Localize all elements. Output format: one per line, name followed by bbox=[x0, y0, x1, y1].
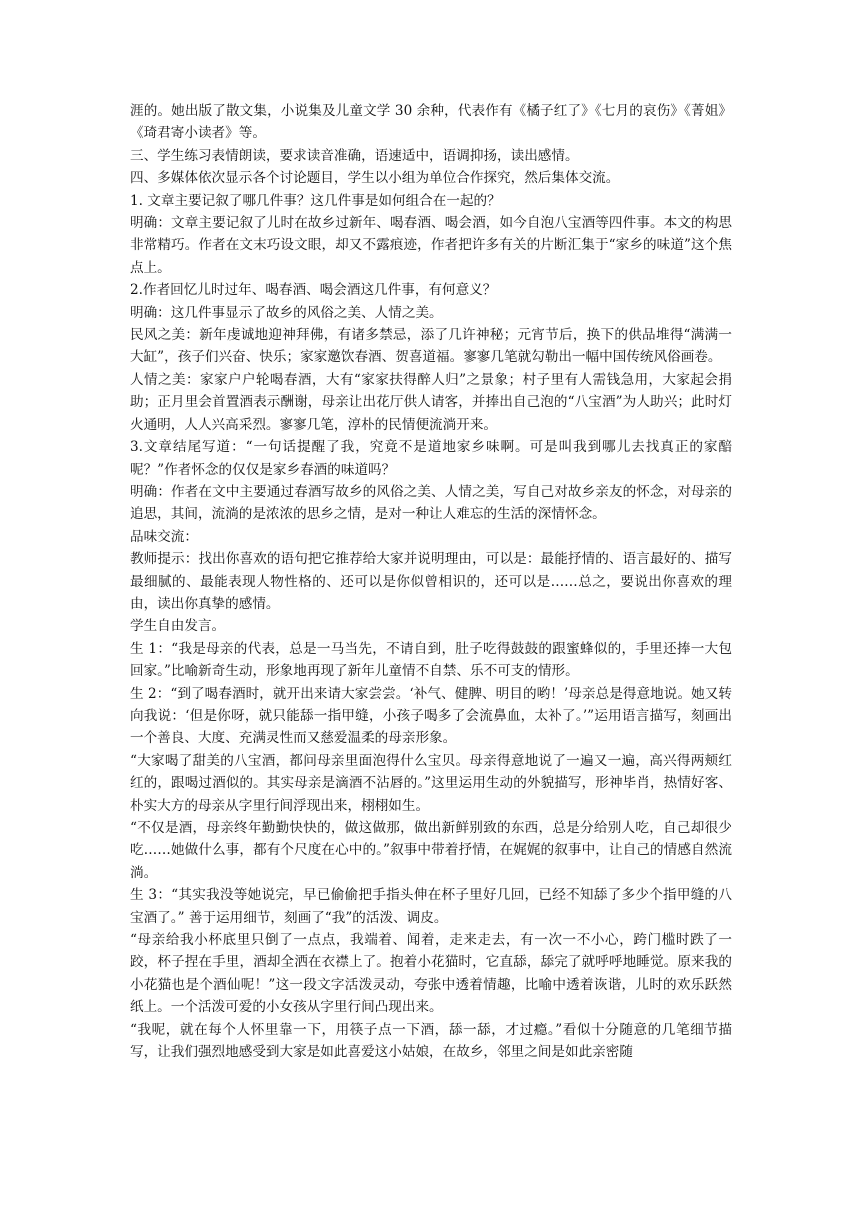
paragraph-step-four: 四、多媒体依次显示各个讨论题目，学生以小组为单位合作探究，然后集体交流。 bbox=[130, 170, 620, 187]
paragraph-author-works: 涯的。她出版了散文集，小说集及儿童文学 30 余种，代表作有《橘子红了》《七月的哀伤》《菁姐》《琦君寄小读者》等。 bbox=[130, 103, 732, 142]
paragraph-folk-beauty: 民风之美：新年虔诚地迎神拜佛，有诸多禁忌，添了几许神秘；元宵节后，换下的供品堆得“满满一大缸”，孩子们兴奋、快乐；家家邀饮春酒、贺喜道福。寥寥几笔就勾勒出一幅中国传统风俗画卷。 bbox=[130, 327, 732, 366]
paragraph-student-3: 生 3：“其实我没等她说完，早已偷偷把手指头伸在杯子里好几回，已经不知舔了多少个指甲缝的八宝酒了。” 善于运用细节，刻画了“我”的活泼、调皮。 bbox=[130, 887, 732, 926]
paragraph-appreciation-heading: 品味交流： bbox=[130, 528, 198, 545]
paragraph-answer-2: 明确：这几件事显示了故乡的风俗之美、人情之美。 bbox=[130, 304, 443, 321]
paragraph-answer-1: 明确：文章主要记叙了儿时在故乡过新年、喝春酒、喝会酒，如今自泡八宝酒等四件事。本文的构思非常精巧。作者在文末巧设文眼，却又不露痕迹，作者把许多有关的片断汇集于“家乡的味道”这个焦点上。 bbox=[130, 215, 732, 276]
paragraph-student-1: 生 1：“我是母亲的代表，总是一马当先，不请自到，肚子吃得鼓鼓的跟蜜蜂似的，手里还捧一大包回家。”比喻新奇生动，形象地再现了新年儿童情不自禁、乐不可支的情形。 bbox=[130, 640, 732, 680]
paragraph-question-2: 2.作者回忆儿时过年、喝春酒、喝会酒这几件事，有何意义？ bbox=[130, 282, 497, 299]
paragraph-question-1: 1. 文章主要记叙了哪几件事？这几件事是如何组合在一起的？ bbox=[130, 192, 501, 209]
paragraph-human-beauty: 人情之美：家家户户轮喝春酒，大有“家家扶得醉人归”之景象；村子里有人需钱急用，大家起会捐助；正月里会首置酒表示酬谢，母亲让出花厅供人请客，并捧出自己泡的“八宝酒”为人助兴；此时灯火通明，人人兴高采烈。寥寥几笔，淳朴的民情便流淌开来。 bbox=[130, 371, 732, 433]
paragraph-step-three: 三、学生练习表情朗读，要求读音准确，语速适中，语调抑扬，读出感情。 bbox=[130, 147, 579, 164]
document-page bbox=[130, 100, 732, 1063]
paragraph-question-3: 3.文章结尾写道：“一句话提醒了我，究竟不是道地家乡味啊。可是叫我到哪儿去找真正的家醅呢？”作者怀念的仅仅是家乡春酒的味道吗？ bbox=[130, 439, 732, 478]
paragraph-free-speech: 学生自由发言。 bbox=[130, 618, 226, 635]
paragraph-student-2: 生 2：“到了喝春酒时，就开出来请大家尝尝。‘补气、健脾、明目的哟！’母亲总是得意地说。她又转向我说：‘但是你呀，就只能舔一指甲缝，小孩子喝多了会流鼻血，太补了。’”运用语言描写，刻画出一个善良、大度、充满灵性而又慈爱温柔的母亲形象。 bbox=[130, 685, 732, 747]
paragraph-eight-treasure-wine: “大家喝了甜美的八宝酒，都问母亲里面泡得什么宝贝。母亲得意地说了一遍又一遍，高兴得两颊红红的，跟喝过酒似的。其实母亲是滴酒不沾唇的。”这里运用生动的外貌描写，形神毕肖，热情好客、朴实大方的母亲从字里行间浮现出来，栩栩如生。 bbox=[130, 752, 732, 814]
paragraph-mother-diligent: “不仅是酒，母亲终年勤勤快快的，做这做那，做出新鲜别致的东西，总是分给别人吃，自己却很少吃……她做什么事，都有个尺度在心中的。”叙事中带着抒情，在娓娓的叙事中，让自己的情感自然流淌。 bbox=[130, 820, 732, 881]
paragraph-chopsticks: “我呢，就在每个人怀里靠一下，用筷子点一下酒，舔一舔，才过瘾。”看似十分随意的几笔细节描写，让我们强烈地感受到大家是如此喜爱这小姑娘，在故乡，邻里之间是如此亲密随 bbox=[130, 1021, 732, 1061]
paragraph-teacher-tip: 教师提示：找出你喜欢的语句把它推荐给大家并说明理由，可以是：最能抒情的、语言最好的、描写最细腻的、最能表现人物性格的、还可以是你似曾相识的，还可以是……总之，要说出你喜欢的理由，读出你真挚的感情。 bbox=[130, 551, 732, 612]
paragraph-little-cup: “母亲给我小杯底里只倒了一点点，我端着、闻着，走来走去，有一次一不小心，跨门槛时跌了一跤，杯子捏在手里，酒却全洒在衣襟上了。抱着小花猫时，它直舔，舔完了就呼呼地睡觉。原来我的小花猫也是个酒仙呢！”这一段文字活泼灵动，夸张中透着情趣，比喻中透着诙谐，儿时的欢乐跃然纸上。一个活泼可爱的小女孩从字里行间凸现出来。 bbox=[130, 932, 732, 1016]
paragraph-answer-3: 明确：作者在文中主要通过春酒写故乡的风俗之美、人情之美，写自己对故乡亲友的怀念，对母亲的追思，其间，流淌的是浓浓的思乡之情，是对一种让人难忘的生活的深情怀念。 bbox=[130, 483, 732, 523]
